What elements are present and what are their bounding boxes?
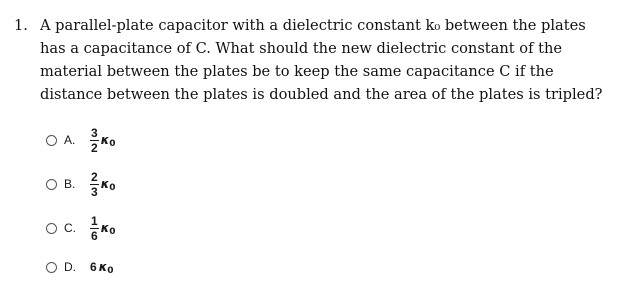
kappa-letter: κ [100, 133, 110, 147]
kappa-letter: κ [98, 260, 108, 274]
fraction-numerator: 1 [91, 213, 98, 228]
question-number: 1. [14, 17, 28, 34]
fraction-denominator: 2 [91, 140, 98, 155]
option-c[interactable] [46, 206, 115, 250]
kappa-letter: κ [100, 177, 110, 191]
option-letter: C. [64, 221, 76, 235]
fraction-denominator: 6 [91, 228, 98, 243]
kappa-subscript: 0 [107, 266, 114, 276]
coefficient: 6 [90, 260, 97, 274]
fraction [90, 215, 99, 242]
kappa-subscript: 0 [109, 183, 116, 193]
option-letter: B. [64, 177, 76, 191]
kappa-subscript: 0 [109, 139, 116, 149]
option-letter: A. [64, 133, 76, 147]
radio-button-b[interactable] [46, 179, 57, 190]
radio-button-a[interactable] [46, 135, 57, 146]
question-text: A parallel-plate capacitor with a dielectric constant k₀ between the plates has a capacitance of C. What should the new dielectric constant of the material between the plates be to keep the same capacitance C if the distance between the plates is doubled and the area of the plates is tripled? [40, 17, 603, 103]
fraction-numerator: 2 [91, 169, 98, 184]
fraction [90, 127, 99, 154]
question [14, 14, 609, 106]
radio-button-d[interactable] [46, 262, 57, 273]
option-letter: D. [64, 260, 76, 274]
fraction-denominator: 3 [91, 184, 98, 199]
option-d[interactable] [46, 252, 115, 282]
option-a[interactable] [46, 118, 115, 162]
answer-options [46, 118, 115, 282]
fraction [90, 171, 99, 198]
kappa-symbol [99, 260, 114, 276]
kappa-symbol [101, 177, 116, 193]
radio-button-c[interactable] [46, 223, 57, 234]
option-b[interactable] [46, 162, 115, 206]
kappa-letter: κ [100, 221, 110, 235]
fraction-numerator: 3 [91, 125, 98, 140]
kappa-subscript: 0 [109, 227, 116, 237]
kappa-symbol [101, 133, 116, 149]
kappa-symbol [101, 221, 116, 237]
